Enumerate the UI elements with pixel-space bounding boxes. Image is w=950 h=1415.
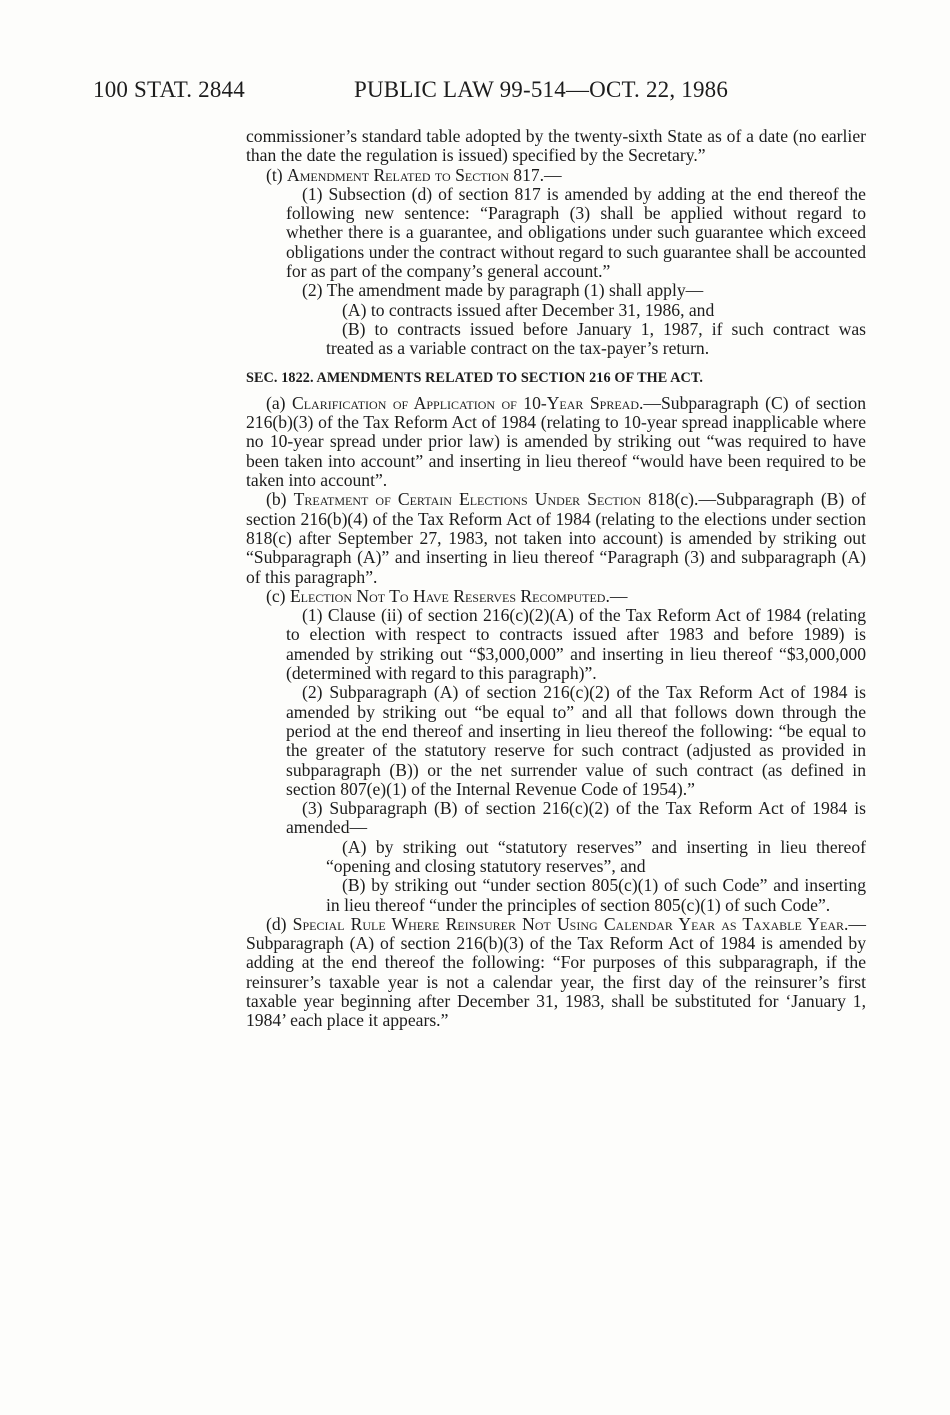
subsection-a: (a) Clarification of Application of 10-Year Spread.—Subparagraph (C) of section 216(b)(3) of the Tax Reform Act of 1984 (relating to 10-year spread inapplicable where no 10-year spread under prior law) is amended by striking out “was required to have been taken into account” and inserting in lieu thereof “would have been required to be taken into account”. xyxy=(246,392,866,491)
paragraph-c1: (1) Clause (ii) of section 216(c)(2)(A) of the Tax Reform Act of 1984 (relating to election with respect to contracts issued after 1983 and before 1989) is amended by striking out “$3,000,000” and inserting in lieu thereof “$3,000,000 (determined with regard to this paragraph)”. xyxy=(286,605,866,684)
subparagraph-c3A: (A) by striking out “statutory reserves” and inserting in lieu thereof “opening and closing statutory reserves”, and xyxy=(326,836,866,876)
subsection-c-heading: (c) Election Not To Have Reserves Recomputed.— xyxy=(266,585,628,606)
paragraph-t2: (2) The amendment made by paragraph (1) shall apply— xyxy=(302,280,704,301)
paragraph-continuation: commissioner’s standard table adopted by the twenty-sixth State as of a date (no earlier than the date the regulation is issued) specified by the Secretary.” xyxy=(246,126,866,166)
paragraph-c3: (3) Subparagraph (B) of section 216(c)(2) of the Tax Reform Act of 1984 is amended— xyxy=(286,798,866,838)
statute-page-number: 100 STAT. 2844 xyxy=(93,77,245,102)
subsection-d: (d) Special Rule Where Reinsurer Not Using Calendar Year as Taxable Year.—Subparagraph (A) of section 216(b)(3) of the Tax Reform Act of 1984 is amended by adding at the end thereof the following: “For purposes of this subparagraph, if the reinsurer’s taxable year is not a calendar year, the first day of the reinsurer’s first taxable year beginning after December 31, 1983, shall be substituted for ‘January 1, 1984’ each place it appears.” xyxy=(246,913,866,1031)
document-body xyxy=(246,127,866,1031)
subparagraph-t2A: (A) to contracts issued after December 31, 1986, and xyxy=(342,299,715,320)
subparagraph-t2B: (B) to contracts issued before January 1, 1987, if such contract was treated as a variable contract on the tax-payer’s return. xyxy=(326,318,866,359)
subsection-t-heading: (t) Amendment Related to Section 817.— xyxy=(266,164,562,185)
subparagraph-c3B: (B) by striking out “under section 805(c)(1) of such Code” and inserting in lieu thereof “under the principles of section 805(c)(1) of such Code”. xyxy=(326,875,866,915)
paragraph-t1: (1) Subsection (d) of section 817 is amended by adding at the end thereof the following new sentence: “Paragraph (3) shall be applied without regard to whether there is a guarantee, and obligations under such guarantee which exceed obligations under the contract without regard to such guarantee shall be accounted for as part of the company’s general account.” xyxy=(286,183,866,282)
section-heading: SEC. 1822. AMENDMENTS RELATED TO SECTION 216 OF THE ACT. xyxy=(246,369,704,386)
public-law-title: PUBLIC LAW 99-514—OCT. 22, 1986 xyxy=(354,77,729,102)
subsection-b: (b) Treatment of Certain Elections Under Section 818(c).—Subparagraph (B) of section 216(b)(4) of the Tax Reform Act of 1984 (relating to the elections under section 818(c) after September 27, 1983, not taken into account) is amended by striking out “Subparagraph (A)” and inserting in lieu thereof “Paragraph (3) and subparagraph (A) of this paragraph”. xyxy=(246,489,867,587)
page-header xyxy=(93,77,853,107)
paragraph-c2: (2) Subparagraph (A) of section 216(c)(2) of the Tax Reform Act of 1984 is amended by striking out “be equal to” and all that follows down through the period at the end thereof and inserting in lieu thereof the following: “be equal to the greater of the statutory reserve for such contract (adjusted as provided in subparagraph (B)) or the net surrender value of such contract (as defined in section 807(e)(1) of the Internal Revenue Code of 1954).” xyxy=(286,682,866,799)
